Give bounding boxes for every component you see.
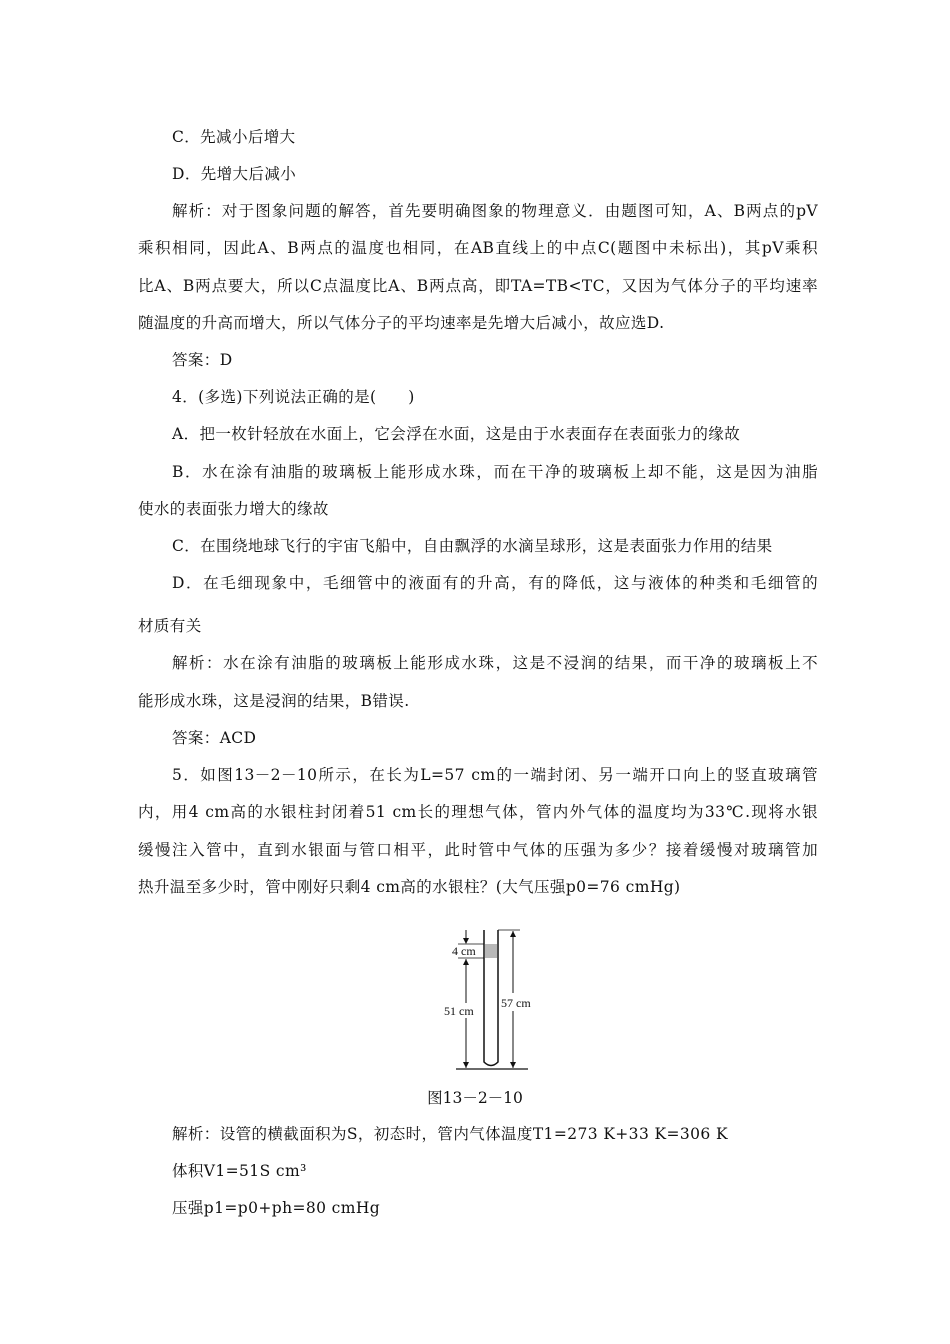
arrow-head [510, 1062, 516, 1068]
arrow-head [510, 931, 516, 937]
option-d-prev: D．先增大后减小 [172, 165, 297, 183]
question-4-option-a: A．把一枚针轻放在水面上，它会浮在水面，这是由于水表面存在表面张力的缘故 [172, 425, 741, 443]
analysis-line: 能形成水珠，这是浸润的结果，B错误. [138, 692, 410, 710]
arrow-head [463, 959, 469, 965]
option-c-prev: C．先减小后增大 [172, 128, 296, 146]
question-4-option-b: B．水在涂有油脂的玻璃板上能形成水珠，而在干净的玻璃板上却不能，这是因为油脂 [172, 463, 818, 481]
label-51cm: 51 cm [444, 1004, 474, 1018]
question-5-stem: 热升温至多少时，管中刚好只剩4 cm高的水银柱？(大气压强p0=76 cmHg) [138, 878, 681, 896]
label-57cm: 57 cm [501, 996, 531, 1010]
question-5-stem: 缓慢注入管中，直到水银面与管口相平，此时管中气体的压强为多少？接着缓慢对玻璃管加 [138, 841, 818, 859]
analysis-line: 解析：设管的横截面积为S，初态时，管内气体温度T1=273 K+33 K=306 K [172, 1125, 728, 1143]
glass-tube-figure [436, 925, 546, 1075]
analysis-line: 比A、B两点要大，所以C点温度比A、B两点高，即TA=TB<TC，又因为气体分子的平均速率 [138, 277, 818, 295]
question-4-option-c: C．在围绕地球飞行的宇宙飞船中，自由飘浮的水滴呈球形，这是表面张力作用的结果 [172, 537, 773, 555]
question-4-option-b-cont: 使水的表面张力增大的缘故 [138, 500, 329, 518]
figure-caption: 图13－2－10 [427, 1089, 523, 1107]
question-4-stem: 4．(多选)下列说法正确的是( ) [172, 388, 415, 406]
analysis-line: 解析：水在涂有油脂的玻璃板上能形成水珠，这是不浸润的结果，而干净的玻璃板上不 [172, 654, 818, 672]
question-4-option-d-cont: 材质有关 [138, 617, 202, 635]
arrow-head [463, 1062, 469, 1068]
analysis-line: 解析：对于图象问题的解答，首先要明确图象的物理意义．由题图可知，A、B两点的pV [172, 202, 818, 220]
answer-line: 答案：D [172, 351, 233, 369]
mercury-column [485, 944, 497, 958]
analysis-line: 乘积相同，因此A、B两点的温度也相同，在AB直线上的中点C(题图中未标出)，其pV乘积 [138, 239, 818, 257]
answer-line: 答案：ACD [172, 729, 257, 747]
question-5-stem: 内，用4 cm高的水银柱封闭着51 cm长的理想气体，管内外气体的温度均为33℃.现将水银 [138, 803, 818, 821]
analysis-line: 压强p1=p0+ph=80 cmHg [172, 1199, 381, 1217]
label-4cm: 4 cm [452, 944, 476, 958]
question-4-option-d: D．在毛细现象中，毛细管中的液面有的升高，有的降低，这与液体的种类和毛细管的 [172, 574, 818, 592]
question-5-stem: 5．如图13－2－10所示，在长为L=57 cm的一端封闭、另一端开口向上的竖直玻璃管 [172, 766, 818, 784]
analysis-line: 随温度的升高而增大，所以气体分子的平均速率是先增大后减小，故应选D. [138, 314, 665, 332]
analysis-line: 体积V1=51S cm³ [172, 1162, 307, 1180]
